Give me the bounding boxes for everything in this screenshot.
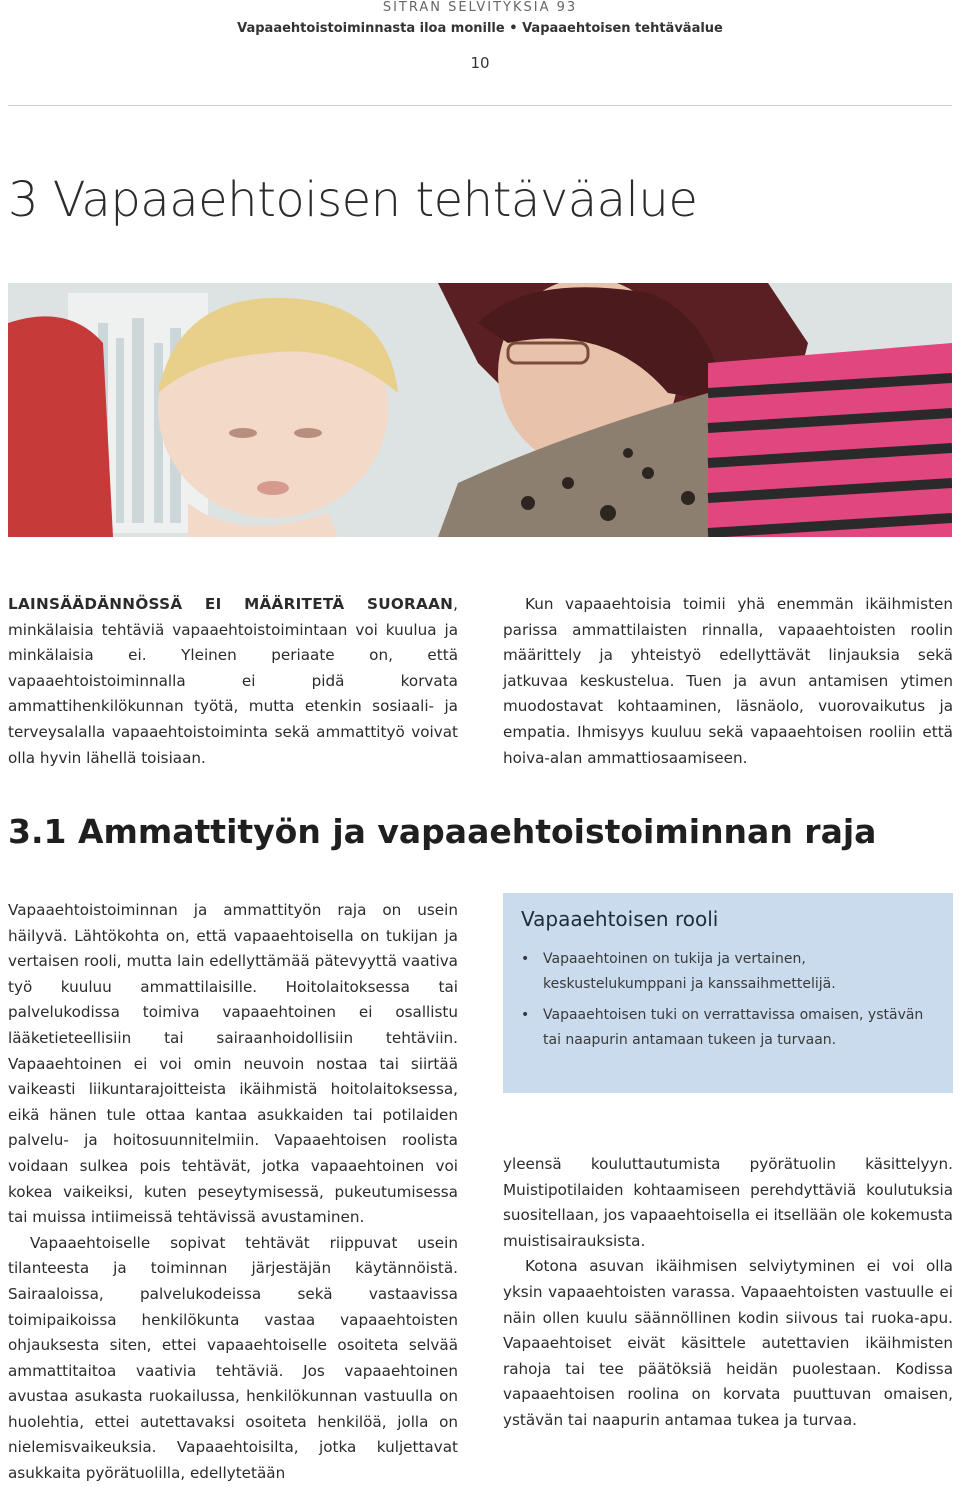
info-box-list <box>503 947 953 1059</box>
info-box <box>503 893 953 1093</box>
list-item-text: Vapaaehtoinen on tukija ja vertainen, keskustelukumppani ja kanssaihmettelijä. <box>543 951 836 992</box>
lead-paragraph-right <box>503 592 953 771</box>
body-column-left <box>8 898 458 1487</box>
lead-left-text <box>8 592 458 771</box>
page-number: 10 <box>470 54 490 72</box>
photo-child-and-volunteer <box>8 283 952 537</box>
lead-paragraph-left <box>8 592 458 771</box>
lead-left-rest: , minkälaisia tehtäviä vapaaehtoistoimintaan voi kuulua ja minkälaisia ei. Yleinen periaate on, että vapaaehtoistoiminnalla ei pidä korvata ammattihenkilökunnan työtä, mutta etenkin sosiaali- ja terveysalalla vapaaehtoistoiminta sekä ammattityö voivat olla hyvin lähellä toisiaan. <box>8 595 458 767</box>
bullet-icon: • <box>521 951 530 967</box>
section-title: 3.1 Ammattityön ja vapaaehtoistoiminnan raja <box>8 812 877 851</box>
list-item-text: Vapaaehtoisen tuki on verrattavissa omaisen, ystävän tai naapurin antamaan tukeen ja turvaan. <box>543 1007 924 1048</box>
header-divider <box>8 105 952 106</box>
body-column-right <box>503 1152 953 1434</box>
body-left-paragraph-2: Vapaaehtoiselle sopivat tehtävät riippuvat usein tilanteesta ja toiminnan järjestäjän käytännöistä. Sairaaloissa, palvelukodeissa sekä vastaavissa toimipaikoissa henkilökunta vastaa vapaaehtoisten ohjauksesta siten, ettei vapaaehtoiselle osoiteta selvää ammattitaitoa vaativia tehtäviä. Jos vapaaehtoinen avustaa asukasta ruokailussa, henkilökunnan vastuulla on huolehtia, ettei autettavaksi osoiteta henkilöä, jolla on nielemisvaikeuksia. Vapaaehtoisilta, jotka kuljettavat asukkaita pyörätuolilla, edellytetään <box>8 1233 458 1483</box>
body-right-paragraph-1: yleensä kouluttautumista pyörätuolin käsittelyyn. Muistipotilaiden kohtaamiseen perehdyttäviä koulutuksia suositellaan, jos vapaaehtoisella ei itsellään ole kokemusta muistisairauksista. <box>503 1155 953 1250</box>
lead-right-text: Kun vapaaehtoisia toimii yhä enemmän ikäihmisten parissa ammattilaisten rinnalla, vapaaehtoisten roolin määrittely ja yhteistyö edellyttävät linjauksia sekä jatkuvaa keskustelua. Tuen ja avun antamisen ytimen muodostavat kohtaaminen, läsnäolo, vuorovaikutus ja empatia. Ihmisyys kuuluu sekä vapaaehtoisen rooliin että hoiva-alan ammattiosaamiseen. <box>503 595 953 767</box>
running-subtitle: Vapaaehtoistoiminnasta iloa monille • Vapaaehtoisen tehtäväalue <box>237 21 723 36</box>
list-item <box>521 1003 933 1053</box>
lead-caps: LAINSÄÄDÄNNÖSSÄ EI MÄÄRITETÄ SUORAAN <box>8 595 454 613</box>
list-item <box>521 947 933 997</box>
bullet-icon: • <box>521 1007 530 1023</box>
series-title: SITRAN SELVITYKSIÄ 93 <box>382 0 578 15</box>
body-left-paragraph-1: Vapaaehtoistoiminnan ja ammattityön raja on usein häilyvä. Lähtökohta on, että vapaaehtoisella on tukijan ja vertaisen rooli, mutta lain edellyttämää pätevyyttä vaativa työ kuuluu ammattilaisille. Hoitolaitoksessa tai palvelukodissa toimiva vapaaehtoinen ei osallistu lääketieteellisiin tai sairaanhoidollisiin tehtäviin. Vapaaehtoinen ei voi omin neuvoin nostaa tai siirtää vaikeasti liikuntarajoitteista ikäihmistä hoitolaitoksessa, eikä hänen tule ottaa kantaa asukkaiden tai potilaiden palvelu- ja hoitosuunnitelmiin. Vapaaehtoisen roolista voidaan sulkea pois tehtävät, jotka vapaaehtoinen voi kokea vaikeiksi, kuten peseytymisessä, pukeutumisessa tai muissa intiimeissä tehtävissä avustaminen. <box>8 901 458 1227</box>
chapter-title: 3 Vapaaehtoisen tehtäväalue <box>8 172 698 228</box>
running-header <box>0 0 960 38</box>
body-right-paragraph-2: Kotona asuvan ikäihmisen selviytyminen ei voi olla yksin vapaaehtoisten varassa. Vapaaehtoisten vastuulle ei näin ollen kuulu säännöllinen kodin siivous tai ruoka-apu. Vapaaehtoiset eivät käsittele autettavien ikäihmisten rahoja tai tee päätöksiä heidän puolestaan. Kodissa vapaaehtoisen roolina on korvata puuttuvan omaisen, ystävän tai naapurin antamaa tukea ja turvaa. <box>503 1257 953 1429</box>
info-box-title: Vapaaehtoisen rooli <box>521 907 719 931</box>
photo-illustration <box>8 283 952 537</box>
